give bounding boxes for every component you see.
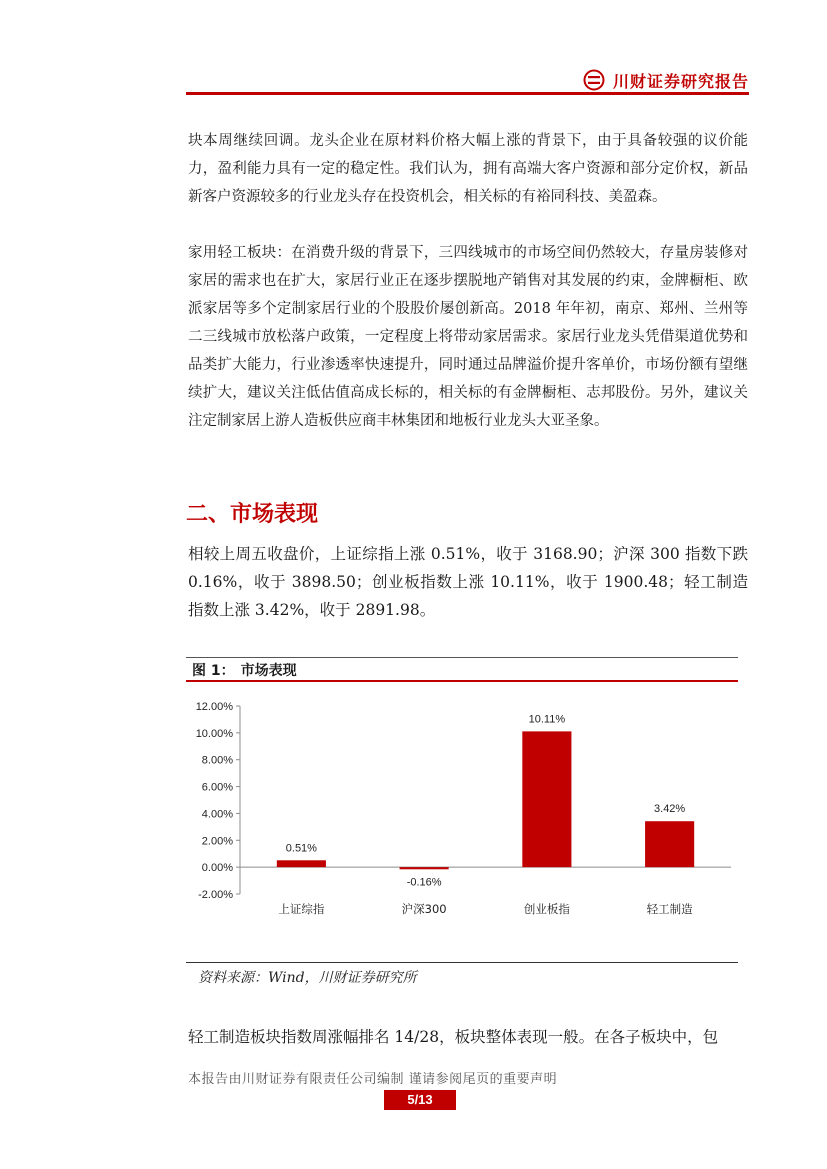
paragraph-household-light-industry: 家用轻工板块：在消费升级的背景下，三四线城市的市场空间仍然较大，存量房装修对家居的需求也在扩大，家居行业正在逐步摆脱地产销售对其发展的约束，金牌橱柜、欧派家居等多个定制家居行业的个股股价屡创新高。2018 年年初，南京、郑州、兰州等二三线城市放松落户政策，一定程度上将带动家居需求。家居行业龙头凭借渠道优势和品类扩大能力，行业渗透率快速提升，同时通过品牌溢价提升客单价，市场份额有望继续扩大，建议关注低估值高成长标的，相关标的有金牌橱柜、志邦股份。另外，建议关注定制家居上游人造板供应商丰林集团和地板行业龙头大亚圣象。	[188, 245, 748, 429]
header-divider	[186, 92, 749, 95]
y-tick-label: 0.00%	[201, 862, 233, 875]
bar-1	[277, 860, 326, 867]
figure-bottom-rule	[186, 962, 738, 963]
category-label: 沪深300	[401, 902, 447, 916]
y-tick-label: 10.00%	[195, 727, 233, 740]
y-tick-label: 6.00%	[201, 781, 233, 794]
y-tick-label: 2.00%	[201, 835, 233, 848]
figure-top-rule	[186, 657, 738, 658]
figure-title: 市场表现	[240, 663, 297, 679]
paragraph-sector-ranking: 轻工制造板块指数周涨幅排名 14/28，板块整体表现一般。在各子板块中，包	[188, 1028, 719, 1046]
y-tick-label: 12.00%	[195, 701, 233, 713]
bar-2	[400, 867, 449, 869]
figure-source: 资料来源：Wind，川财证券研究所	[198, 970, 417, 986]
data-label: 10.11%	[528, 713, 566, 726]
data-label: 0.51%	[285, 842, 317, 855]
figure-label: 图 1：	[192, 663, 235, 679]
paragraph-packaging: 块本周继续回调。龙头企业在原材料价格大幅上涨的背景下，由于具备较强的议价能力，盈利能力具有一定的稳定性。我们认为，拥有高端大客户资源和部分定价权，新品新客户资源较多的行业龙头存在投资机会，相关标的有裕同科技、美盈森。	[188, 133, 748, 205]
figure-title-underline	[186, 680, 738, 682]
footer-disclaimer: 本报告由川财证券有限责任公司编制 谨请参阅尾页的重要声明	[188, 1072, 558, 1087]
category-label: 上证综指	[278, 902, 325, 916]
bar-4	[645, 821, 694, 867]
y-tick-label: 8.00%	[201, 754, 233, 767]
figure-caption	[192, 660, 297, 680]
y-tick-label: -2.00%	[198, 889, 233, 901]
category-label: 轻工制造	[646, 902, 693, 916]
y-tick-label: 4.00%	[201, 808, 233, 821]
page-number: 5/13	[384, 1090, 456, 1110]
bar-3	[522, 731, 571, 867]
market-performance-chart	[186, 690, 738, 928]
brand-name: 川财证券研究报告	[612, 71, 749, 91]
category-label: 创业板指	[523, 902, 570, 916]
chuancai-logo-icon	[583, 69, 605, 91]
data-label: 3.42%	[654, 803, 686, 816]
paragraph-market-summary: 相较上周五收盘价，上证综指上涨 0.51%，收于 3168.90；沪深 300 指数下跌 0.16%，收于 3898.50；创业板指数上涨 10.11%，收于 1900.48；轻工制造指数上涨 3.42%，收于 2891.98。	[188, 545, 748, 619]
data-label: -0.16%	[406, 876, 442, 889]
report-header	[583, 68, 749, 92]
section-title-market-performance: 二、市场表现	[186, 502, 319, 527]
